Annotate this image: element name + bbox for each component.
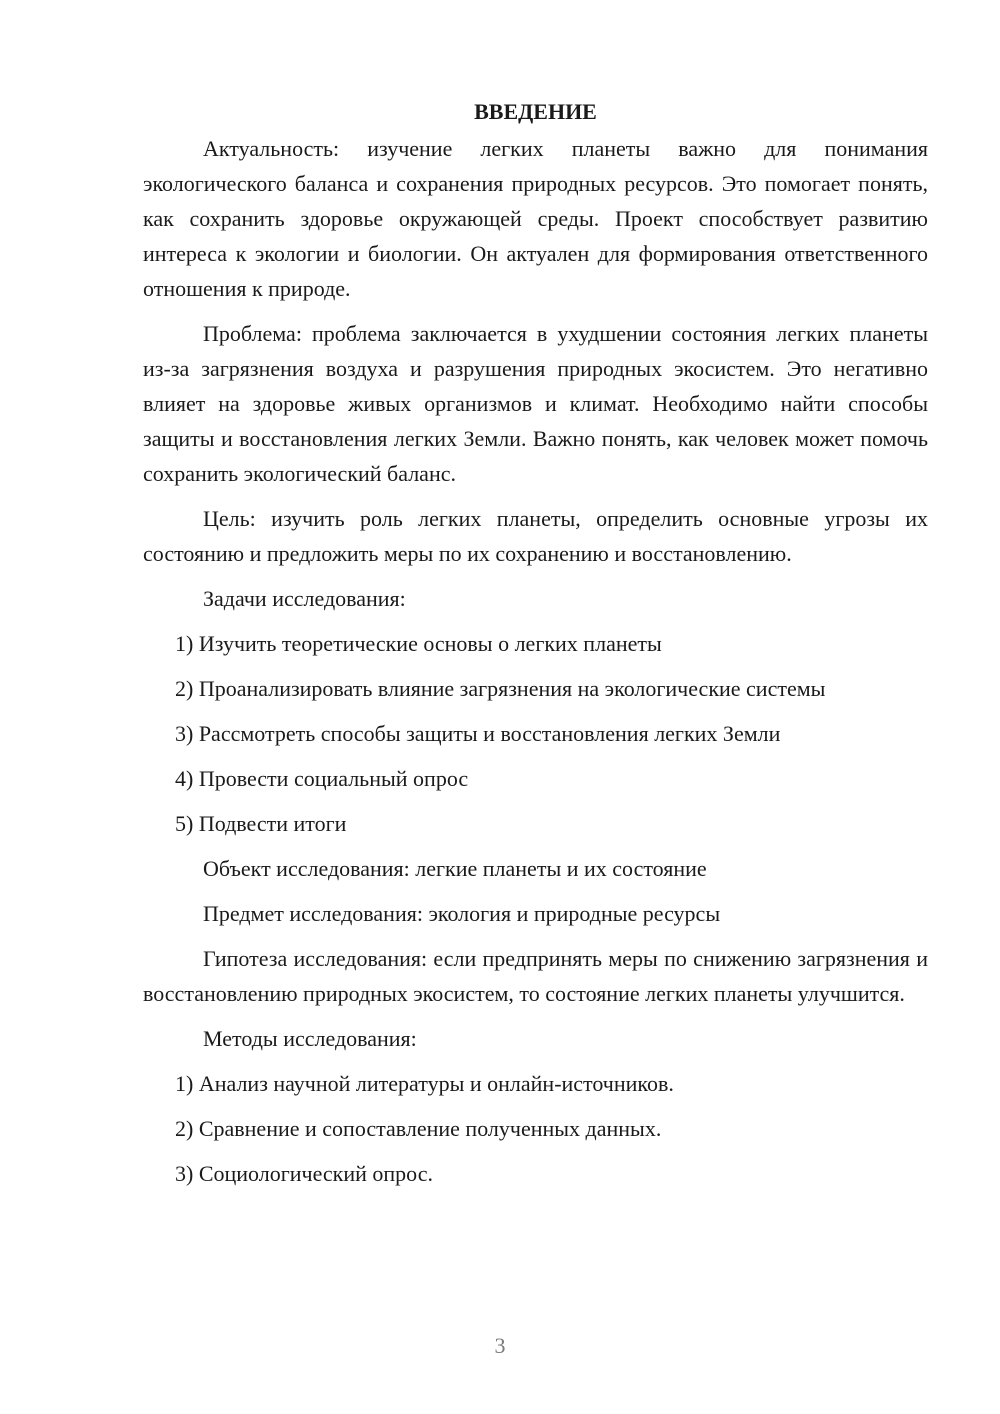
page-content: [143, 94, 928, 1201]
task-item: 4) Провести социальный опрос: [175, 766, 469, 791]
relevance-paragraph: Актуальность: изучение легких планеты важно для понимания экологического баланса и сохранения природных ресурсов. Это помогает понять, как сохранить здоровье окружающей среды. Проект способствует развитию интереса к экологии и биологии. Он актуален для формирования ответственного отношения к природе.: [143, 136, 928, 301]
task-item: 5) Подвести итоги: [175, 811, 347, 836]
method-item: 1) Анализ научной литературы и онлайн-источников.: [175, 1071, 674, 1096]
goal-paragraph: Цель: изучить роль легких планеты, определить основные угрозы их состоянию и предложить меры по их сохранению и восстановлению.: [143, 506, 928, 566]
methods-heading: Методы исследования:: [203, 1026, 417, 1051]
research-object: Объект исследования: легкие планеты и их состояние: [203, 856, 707, 881]
page-title: ВВЕДЕНИЕ: [474, 99, 597, 124]
task-item: 2) Проанализировать влияние загрязнения на экологические системы: [175, 676, 826, 701]
hypothesis-paragraph: Гипотеза исследования: если предпринять меры по снижению загрязнения и восстановлению природных экосистем, то состояние легких планеты улучшится.: [143, 946, 928, 1006]
problem-paragraph: Проблема: проблема заключается в ухудшении состояния легких планеты из-за загрязнения воздуха и разрушения природных экосистем. Это негативно влияет на здоровье живых организмов и климат. Необходимо найти способы защиты и восстановления легких Земли. Важно понять, как человек может помочь сохранить экологический баланс.: [143, 321, 928, 486]
task-item: 3) Рассмотреть способы защиты и восстановления легких Земли: [175, 721, 781, 746]
task-item: 1) Изучить теоретические основы о легких планеты: [175, 631, 662, 656]
page-number: 3: [494, 1333, 506, 1358]
method-item: 2) Сравнение и сопоставление полученных данных.: [175, 1116, 662, 1141]
tasks-heading: Задачи исследования:: [203, 586, 406, 611]
research-subject: Предмет исследования: экология и природные ресурсы: [203, 901, 721, 926]
method-item: 3) Социологический опрос.: [175, 1161, 433, 1186]
